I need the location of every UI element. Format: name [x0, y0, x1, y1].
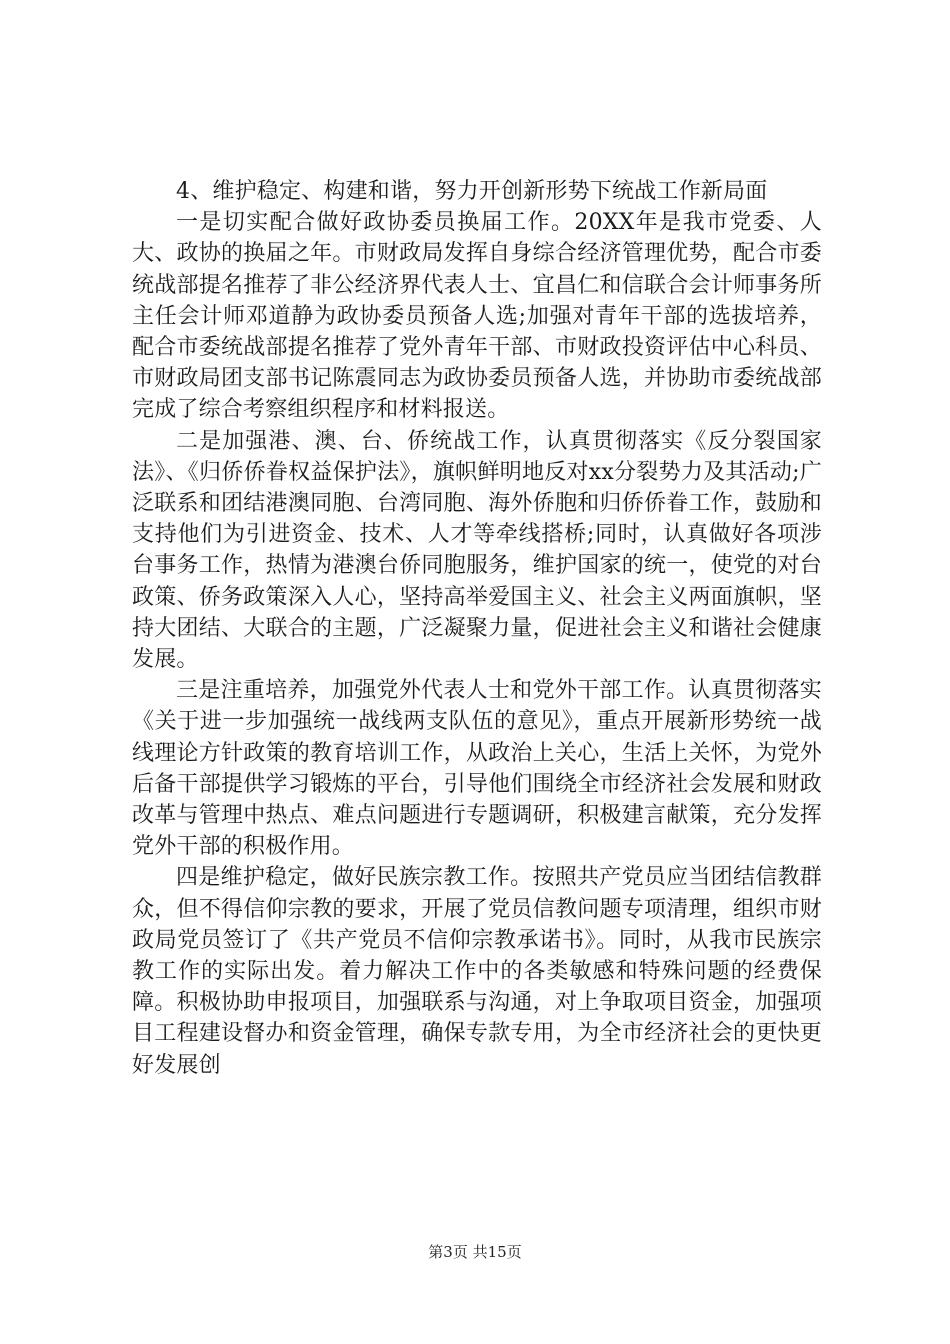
paragraph-4: 四是维护稳定，做好民族宗教工作。按照共产党员应当团结信教群众，但不得信仰宗教的要求，开展了党员信教问题专项清理，组织市财政局党员签订了《共产党员不信仰宗教承诺书》。同时，从我市民族宗教工作的实际出发。着力解决工作中的各类敏感和特殊问题的经费保障。积极协助申报项目，加强联系与沟通，对上争取项目资金，加强项目工程建设督办和资金管理，确保专款专用，为全市经济社会的更快更好发展创	[132, 865, 822, 1078]
paragraph-2: 二是加强港、澳、台、侨统战工作，认真贯彻落实《反分裂国家法》、《归侨侨眷权益保护法》，旗帜鲜明地反对xx分裂势力及其活动;广泛联系和团结港澳同胞、台湾同胞、海外侨胞和归侨侨眷工作，鼓励和支持他们为引进资金、技术、人才等牵线搭桥;同时，认真做好各项涉台事务工作，热情为港澳台侨同胞服务，维护国家的统一，使党的对台政策、侨务政策深入人心，坚持高举爱国主义、社会主义两面旗帜，坚持大团结、大联合的主题，广泛凝聚力量，促进社会主义和谐社会健康发展。	[132, 428, 822, 673]
page-footer: 第3页 共15页	[428, 1243, 522, 1261]
paragraph-3: 三是注重培养，加强党外代表人士和党外干部工作。认真贯彻落实《关于进一步加强统一战线两支队伍的意见》，重点开展新形势统一战线理论方针政策的教育培训工作，从政治上关心，生活上关怀，为党外后备干部提供学习锻炼的平台，引导他们围绕全市经济社会发展和财政改革与管理中热点、难点问题进行专题调研，积极建言献策，充分发挥党外干部的积极作用。	[132, 678, 822, 860]
section-heading: 4、维护稳定、构建和谐，努力开创新形势下统战工作新局面	[176, 179, 768, 204]
document-body	[132, 176, 822, 1081]
paragraph-1: 一是切实配合做好政协委员换届工作。20XX年是我市党委、人大、政协的换届之年。市财政局发挥自身综合经济管理优势，配合市委统战部提名推荐了非公经济界代表人士、宜昌仁和信联合会计师事务所主任会计师邓道静为政协委员预备人选;加强对青年干部的选拔培养，配合市委统战部提名推荐了党外青年干部、市财政投资评估中心科员、市财政局团支部书记陈震同志为政协委员预备人选，并协助市委统战部完成了综合考察组织程序和材料报送。	[132, 210, 822, 423]
